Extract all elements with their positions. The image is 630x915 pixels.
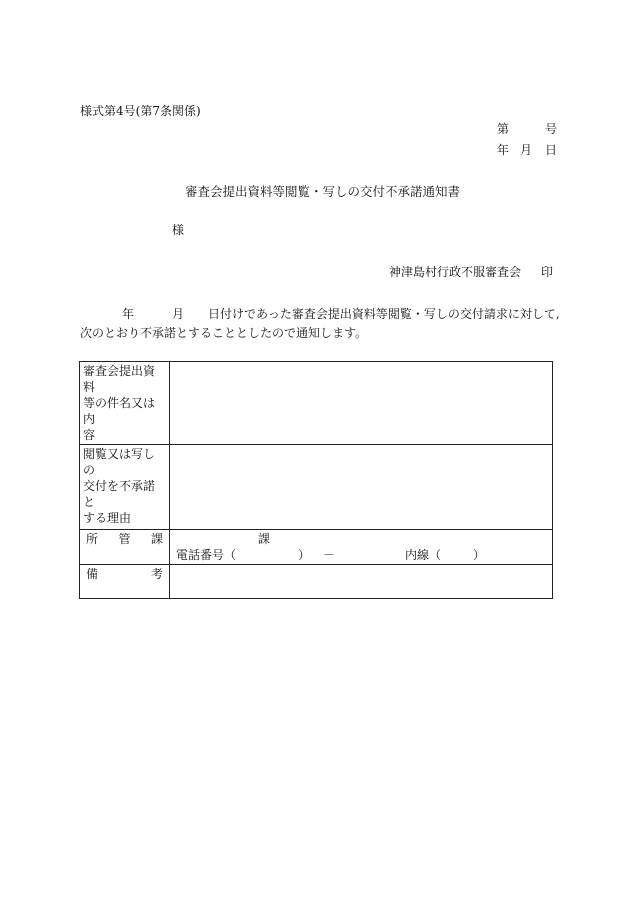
number-prefix: 第 xyxy=(497,122,510,136)
date-year: 年 xyxy=(497,143,510,157)
date-day: 日 xyxy=(545,143,558,157)
table-row-reason xyxy=(80,445,553,530)
extension-close: ） xyxy=(473,548,486,562)
addressee-suffix: 様 xyxy=(172,223,185,237)
table-row-department xyxy=(80,530,553,565)
sender-name: 神津島村行政不服審査会 xyxy=(389,265,522,279)
document-title: 審査会提出資料等閲覧・写しの交付不承諾通知書 xyxy=(185,184,461,199)
subject-value xyxy=(170,362,553,445)
table-row-remarks xyxy=(80,565,553,599)
seal-mark: 印 xyxy=(541,265,554,279)
body-text-1: 日付けであった審査会提出資料等閲覧・写しの交付請求に対して, xyxy=(208,307,560,321)
date-month: 月 xyxy=(520,143,533,157)
reason-value xyxy=(170,445,553,530)
extension-label: 内線（ xyxy=(405,548,442,562)
telephone-line xyxy=(173,547,549,563)
notice-table xyxy=(79,361,553,599)
subject-label: 審査会提出資料 等の件名又は内 容 xyxy=(80,362,170,445)
number-suffix: 号 xyxy=(545,122,558,136)
department-label: 所 管 課 xyxy=(80,530,170,565)
department-suffix: 課 xyxy=(258,532,271,546)
sender-line xyxy=(389,265,553,279)
reason-label: 閲覧又は写しの 交付を不承諾と する理由 xyxy=(80,445,170,530)
body-year: 年 xyxy=(122,307,135,321)
body-month: 月 xyxy=(172,307,185,321)
tel-label: 電話番号（ xyxy=(176,548,237,562)
table-row-subject xyxy=(80,362,553,445)
form-number: 様式第4号(第7条関係) xyxy=(80,104,201,118)
remarks-label: 備 考 xyxy=(80,565,170,599)
tel-dash: － xyxy=(323,548,336,562)
department-value xyxy=(170,530,553,565)
remarks-value xyxy=(170,565,553,599)
tel-close: ） xyxy=(298,548,311,562)
body-text-2: 次のとおり不承諾とすることとしたので通知します。 xyxy=(80,326,368,340)
